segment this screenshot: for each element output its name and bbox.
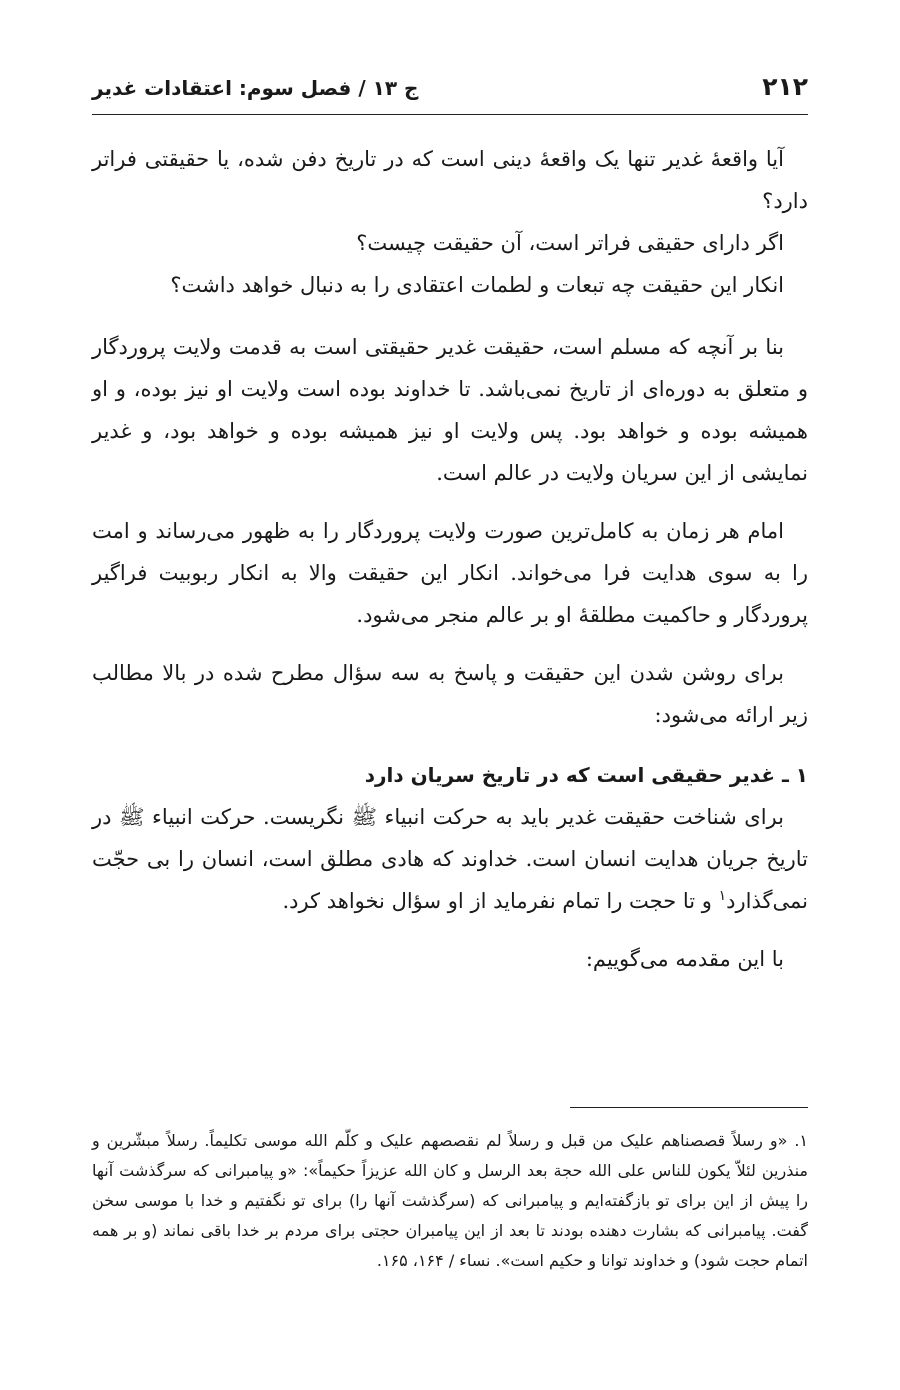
page-number: ۲۱۲ bbox=[762, 72, 808, 101]
footnote-reference[interactable]: ۱ bbox=[718, 888, 727, 904]
body-paragraph bbox=[92, 796, 808, 922]
book-page bbox=[92, 0, 808, 1390]
page-header bbox=[92, 70, 808, 115]
footnote bbox=[92, 1126, 808, 1276]
question-paragraph: انکار این حقیقت چه تبعات و لطمات اعتقادی را به دنبال خواهد داشت؟ bbox=[170, 273, 784, 297]
footnote-divider bbox=[570, 1107, 808, 1108]
body-paragraph: امام هر زمان به کامل‌ترین صورت ولایت پروردگار را به ظهور می‌رساند و امت را به سوی هدایت فرا می‌خواند. انکار این حقیقت والا به انکار ربوبیت فراگیر پروردگار و حاکمیت مطلقۀ او بر عالم منجر می‌شود. bbox=[92, 519, 808, 627]
body-paragraph: برای روشن شدن این حقیقت و پاسخ به سه سؤال مطرح شده در بالا مطالب زیر ارائه می‌شود: bbox=[92, 661, 808, 727]
body-paragraph: با این مقدمه می‌گوییم: bbox=[585, 947, 784, 971]
section-heading: ۱ ـ غدیر حقیقی است که در تاریخ سریان دارد bbox=[364, 763, 808, 787]
question-paragraph: آیا واقعۀ غدیر تنها یک واقعۀ دینی است که در تاریخ دفن شده، یا حقیقتی فراتر دارد؟ bbox=[92, 147, 808, 213]
paragraph-text: و تا حجت را تمام نفرماید از او سؤال نخواهد کرد. bbox=[282, 889, 719, 913]
body-text bbox=[92, 138, 808, 980]
footnote-text: ۱. «و رسلاً قصصناهم علیک من قبل و رسلاً لم نقصصهم علیک و کلّم الله موسی تکلیماً. رسلاً مبشّرین و منذرین لئلاّ یکون للناس علی الله حجة بعد الرسل و کان الله عزیزاً حکیماً»: «و پیامبرانی که سرگذشت آنها را پیش از این برای تو بازگفته‌ایم و پیامبرانی که (سرگذشت آنها را) برای تو نگفتیم و خدا با موسی سخن گفت. پیامبرانی که بشارت دهنده بودند تا بعد از این پیامبران حجتی برای مردم بر خدا باقی نماند (و بر همه اتمام حجت شود) و خداوند توانا و حکیم است». نساء / ۱۶۴، ۱۶۵. bbox=[92, 1131, 808, 1270]
running-title: ج ۱۳ / فصل سوم: اعتقادات غدیر bbox=[92, 76, 419, 100]
paragraph-text: برای شناخت حقیقت غدیر باید به حرکت انبیاء ﷺ نگریست. حرکت انبیاء ﷺ در تاریخ جریان هدایت انسان است. خداوند که هادی مطلق است، انسان را بی حجّت نمی‌گذارد bbox=[92, 805, 808, 913]
question-paragraph: اگر دارای حقیقی فراتر است، آن حقیقت چیست؟ bbox=[356, 231, 784, 255]
body-paragraph: بنا بر آنچه که مسلم است، حقیقت غدیر حقیقتی است به قدمت ولایت پروردگار و متعلق به دوره‌ای از تاریخ نمی‌باشد. تا خداوند بوده است ولایت او نیز بوده، و او همیشه بوده و خواهد بود. پس ولایت او نیز همیشه بوده و خواهد بود، و غدیر نمایشی از این سریان ولایت در عالم است. bbox=[92, 335, 808, 485]
